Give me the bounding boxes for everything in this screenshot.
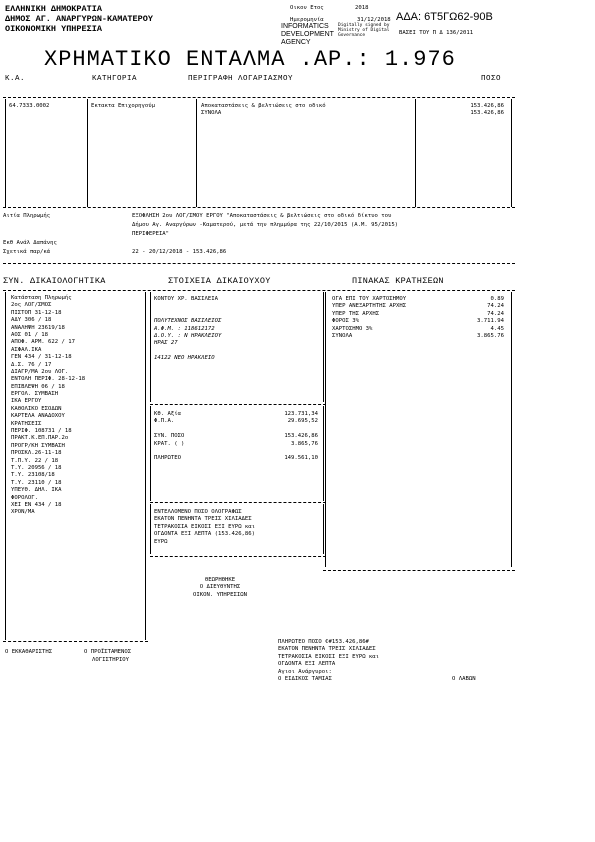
treasurer-signature: Ο ΕΙΔΙΚΟΣ ΤΑΜΙΑΣ [278, 675, 332, 682]
entries-vline-3 [196, 99, 197, 207]
doc-item: Τ.Υ. 23108/18 [11, 472, 55, 479]
entry-total-amount: 153.426,86 [470, 110, 504, 117]
doc-item: ΑΔΥ 306 / 18 [11, 317, 52, 324]
deduction-value: 0.89 [490, 296, 504, 302]
org-line-1: ΕΛΛΗΝΙΚΗ ΔΗΜΟΚΡΑΤΙΑ [5, 4, 102, 14]
doc-item: Τ.Υ. 20956 / 18 [11, 464, 62, 471]
doc-item: ΕΝΤΟΛΗ ΠΕΡΙΦ. 28-12-18 [11, 376, 86, 383]
beneficiary-amount-values [240, 411, 318, 463]
document-title: ΧΡΗΜΑΤΙΚΟ ΕΝΤΑΛΜΑ .ΑΡ.: 1.976 [44, 47, 456, 72]
amount-label: ΚΡΑΤ. ( ) [154, 440, 185, 447]
entries-vline-5 [511, 99, 512, 207]
doc-item: ΧΕΙ ΕΝ 434 / 18 [11, 501, 62, 508]
related-text: 22 - 20/12/2018 - 153.426,86 [132, 249, 227, 255]
place-label: Αγιοι Ανάργυροι: [278, 668, 332, 675]
paid-amount-block [278, 639, 379, 683]
amount-label: Κθ. Αξία [154, 411, 181, 417]
deduction-label: ΣΥΝΟΛΑ [332, 332, 353, 339]
deductions-labels [332, 296, 406, 340]
entry-ka: 64.7333.0002 [9, 103, 50, 109]
date-label: Ημερομηνία [290, 17, 324, 23]
doc-item: ΠΡΟΣΚΛ.26-11-18 [11, 450, 62, 457]
beneficiary-afm: Α.Φ.Μ. : 118612172 [154, 325, 215, 332]
amount-value: 3.865,76 [291, 440, 318, 447]
doc-item: Τ.Π.Υ. 22 / 18 [11, 457, 59, 464]
doc-item: ΚΡΑΤΗΣΕΙΣ [11, 420, 42, 427]
beneficiary-rule-2 [150, 502, 326, 503]
date-value: 31/12/2018 [357, 17, 391, 23]
words-line: ΕΥΡΩ [154, 538, 168, 545]
doc-item: ΑΝΑΛΗΨΗ 23619/18 [11, 324, 65, 331]
entry-total-label: ΣΥΝΟΛΑ [201, 110, 222, 117]
beneficiary-city: 14122 ΝΕΟ ΗΡΑΚΛΕΙΟ [154, 355, 215, 362]
sections-top-rule [3, 290, 515, 291]
org-line-2: ΔΗΜΟΣ ΑΓ. ΑΝΑΡΓΥΡΩΝ-ΚΑΜΑΤΕΡΟΥ [5, 14, 153, 24]
stamp-line-2: DEVELOPMENT [281, 31, 334, 39]
entries-ka-col [9, 103, 49, 110]
doc-item: ΥΠΕΥΘ. ΔΗΛ. ΙΚΑ [11, 487, 62, 494]
entries-bottom-rule [3, 207, 515, 208]
cause-label: Αιτία Πληρωμής [3, 213, 51, 219]
doc-item: ΚΑΘΟΛΙΚΟ ΕΣΟΔΩΝ [11, 405, 62, 412]
doc-item: ΑΣΦΑΛ.ΙΚΑ [11, 346, 42, 353]
payable-amount-words [154, 509, 255, 546]
doc-item: ΚΑΡΤΕΛΑ ΑΝΑΔΟΧΟΥ [11, 413, 65, 420]
doc-item: Τ.Υ. 23110 / 18 [11, 479, 62, 486]
words-line: ΟΓΔΟΝΤΑ ΕΞΙ ΛΕΠΤΑ (153.426,86) [154, 531, 256, 538]
approval-block [150, 577, 290, 599]
doc-item: ΠΙΣΤΟΠ 31-12-18 [11, 309, 62, 316]
deduction-label: ΥΠΕΡ ΤΗΣ ΑΡΧΗΣ [332, 310, 380, 317]
amount-label: ΠΛΗΡΩΤΕΟ [154, 455, 181, 462]
entry-amount: 153.426,86 [470, 103, 504, 109]
beneficiary-rule-1 [150, 404, 326, 405]
doc-item: ΓΕΝ 434 / 31-12-18 [11, 354, 72, 361]
approval-label: Εκθ Ανάλ Δαπάνης [3, 240, 57, 246]
beneficiary-amount-labels [154, 411, 184, 463]
entries-top-rule [3, 97, 515, 98]
doc-item: ΦΟΡΟΛΟΓ. [11, 494, 38, 501]
entries-vline-2 [87, 99, 88, 207]
doc-item: ΑΟΣ 01 / 18 [11, 331, 49, 338]
entries-vline-4 [415, 99, 416, 207]
doc-item: ΕΡΓΟΛ. ΣΥΜΒΑΣΗ [11, 391, 59, 398]
legal-basis: ΒΑΣΕΙ ΤΟΥ Π Δ 136/2011 [399, 30, 474, 36]
amount-value: 123.731,34 [284, 411, 318, 417]
accounting-head-signature-2: ΛΟΓΙΣΤΗΡΙΟΥ [92, 657, 130, 663]
stamp-line-3: AGENCY [281, 39, 311, 47]
amount-value [240, 426, 318, 433]
words-line: ΤΕΤΡΑΚΟΣΙΑ ΕΙΚΟΣΙ ΕΞΙ ΕΥΡΩ και [154, 523, 256, 530]
deduction-value: 74.24 [487, 303, 504, 310]
entries-category-col [91, 103, 155, 110]
fiscal-year: 2018 [355, 5, 369, 11]
deductions-bottom-rule [323, 570, 515, 571]
deductions-left-border [325, 292, 326, 567]
amount-label [154, 426, 184, 433]
beneficiary-name: ΚΟΝΤΟΥ ΧΡ. ΒΑΣΙΛΕΙΑ [154, 296, 218, 302]
words-line: ΕΝΤΕΛΛΟΜΕΝΟ ΠΟΣΟ ΟΛΟΓΡΑΦΩΣ [154, 509, 242, 515]
deduction-value: 74.24 [487, 310, 504, 317]
beneficiary-left-border [150, 292, 151, 402]
cause-text-3: ΠΕΡΙΦΕΡΕΙΑ" [132, 231, 170, 237]
doc-item: ΠΡΑΚΤ.Κ.ΕΠ.ΠΑΡ.2ο [11, 435, 69, 442]
beneficiary-rule-3 [150, 556, 326, 557]
deduction-label: ΧΑΡΤΟΣΗΜΟ 3% [332, 325, 373, 332]
doc-item: ΧΡΟΝ/ΜΑ [11, 509, 35, 516]
deductions-right-border [511, 292, 512, 567]
doc-item: ΠΡΟΓΡ/ΚΗ ΣΥΜΒΑΣΗ [11, 442, 65, 449]
supporting-docs-list [11, 295, 85, 517]
cause-bottom-rule [3, 263, 515, 264]
deduction-label: ΦΟΡΟΣ 3% [332, 318, 359, 325]
beneficiary-street: ΗΡΑΣ 27 [154, 340, 178, 347]
doc-item: ΕΠΙΒΛΕΨΗ 06 / 18 [11, 383, 65, 390]
related-label: Σχετικά παρ/κά [3, 249, 51, 255]
deductions-values [440, 296, 504, 340]
section-supporting-docs: ΣΥΝ. ΔΙΚΑΙΟΛΟΓΗΤΙΚΑ [3, 276, 106, 286]
amount-value: 149.561,10 [284, 455, 318, 462]
doc-item: Δ.Σ. 76 / 17 [11, 361, 52, 368]
amount-label [154, 448, 184, 455]
approval-line: Ο ΔΙΕΥΘΥΝΤΗΣ [199, 584, 241, 591]
col-header-amount: ΠΟΣΟ [481, 75, 502, 83]
amount-value: 29.695,52 [287, 418, 318, 425]
entry-description: Αποκαταστάσεις & βελτιώσεις στο οδικό [201, 103, 326, 109]
cause-text-2: Δήμου Αγ. Αναργύρων -Καματερού, μετά την πλημμύρα της 22/10/2015 (Α.Μ. 95/2015) [132, 222, 399, 228]
col-header-category: ΚΑΤΗΓΟΡΙΑ [92, 75, 138, 83]
deduction-value: 4.45 [490, 325, 504, 332]
entries-amount-col [420, 103, 504, 118]
amounts-right-border [323, 406, 324, 501]
paid-line: ΕΚΑΤΟΝ ΠΕΝΗΝΤΑ ΤΡΕΙΣ ΧΙΛΙΑΔΕΣ [278, 646, 376, 653]
approval-line: ΟΙΚΟΝ. ΥΠΗΡΕΣΙΩΝ [193, 591, 247, 598]
entries-description-col [201, 103, 326, 118]
docs-left-border [5, 292, 6, 640]
stamp-small-text: Digitally signed by Ministry of Digital Governance [338, 23, 390, 38]
beneficiary-details [154, 296, 221, 363]
deduction-label: ΟΓΑ ΕΠΙ ΤΟΥ ΧΑΡΤΟΣΗΜΟΥ [332, 296, 407, 302]
entry-category: Εκτακτα Επιχορηγούμ [91, 103, 155, 109]
approval-line: ΘΕΩΡΗΘΗΚΕ [204, 577, 236, 583]
section-beneficiary: ΣΤΟΙΧΕΙΑ ΔΙΚΑΙΟΥΧΟΥ [168, 276, 271, 286]
entries-vline-1 [5, 99, 6, 207]
doc-item: ΔΙΑΓΡ/ΜΑ 2ου ΛΟΓ. [11, 368, 69, 375]
cause-text-1: ΕΞΟΦΛΗΣΗ 2ου ΛΟΓ/ΣΜΟΥ ΕΡΓΟΥ "Αποκαταστάσεις & βελτιώσεις στο οδικό δίκτυο του [132, 213, 392, 219]
doc-item: 2ος ΛΟΓ/ΣΜΟΣ [11, 302, 52, 309]
amounts-left-border [150, 406, 151, 501]
doc-item: ΑΠΟΦ. ΑΡΜ. 622 / 17 [11, 339, 75, 346]
col-header-ka: Κ.Α. [5, 75, 26, 83]
liquidator-signature: Ο ΕΚΚΑΘΑΡΙΣΤΗΣ [5, 649, 53, 655]
amount-value [240, 448, 318, 455]
paid-line: ΟΓΔΟΝΤΑ ΕΞΙ ΛΕΠΤΑ [278, 661, 336, 668]
accounting-head-signature-1: Ο ΠΡΟΪΣΤΑΜΕΝΟΣ [84, 649, 132, 655]
beneficiary-right-border [323, 292, 324, 402]
docs-right-border [145, 292, 146, 640]
deduction-value: 3.865.76 [477, 332, 504, 339]
deduction-label: ΥΠΕΡ ΑΝΕΞΑΡΤΗΤΗΣ ΑΡΧΗΣ [332, 303, 407, 310]
fiscal-year-label: Οικον Ετος [290, 5, 324, 11]
doc-item: Κατάσταση Πληρωμής [11, 295, 72, 301]
doc-item: ΠΕΡΙΦ. 108731 / 18 [11, 428, 72, 435]
ada-code: ΑΔΑ: 6Τ5ΓΩ62-90Β [396, 11, 493, 23]
docs-bottom-rule [3, 641, 148, 642]
words-left-border [150, 504, 151, 554]
receiver-signature: Ο ΛΑΒΩΝ [452, 676, 476, 682]
digital-signature-stamp [281, 23, 334, 47]
paid-line: ΤΕΤΡΑΚΟΣΙΑ ΕΙΚΟΣΙ ΕΞΙ ΕΥΡΩ και [278, 653, 380, 660]
paid-line: ΠΛΗΡΩΤΕΟ ΠΟΣΟ €#153.426,86# [278, 639, 369, 645]
doc-item: ΙΚΑ ΕΡΓΟΥ [11, 398, 42, 405]
beneficiary-doy: Δ.Ο.Υ. : Ν ΗΡΑΚΛΕΙΟΥ [154, 332, 222, 339]
col-header-description: ΠΕΡΙΓΡΑΦΗ ΛΟΓΑΡΙΑΣΜΟΥ [188, 75, 294, 83]
beneficiary-company: ΠΟΛΥΤΕΧΝΟΣ ΒΑΣΙΛΕΙΟΣ [154, 318, 222, 325]
stamp-line-1: INFORMATICS [281, 23, 329, 30]
amount-label: Φ.Π.Α. [154, 418, 175, 425]
deduction-value: 3.711.94 [477, 318, 504, 325]
amount-label: ΣΥΝ. ΠΟΣΟ [154, 433, 185, 440]
org-line-3: ΟΙΚΟΝΟΜΙΚΗ ΥΠΗΡΕΣΙΑ [5, 24, 102, 34]
amount-value: 153.426,86 [284, 433, 318, 440]
section-deductions: ΠΙΝΑΚΑΣ ΚΡΑΤΗΣΕΩΝ [352, 276, 444, 286]
words-line: ΕΚΑΤΟΝ ΠΕΝΗΝΤΑ ΤΡΕΙΣ ΧΙΛΙΑΔΕΣ [154, 516, 252, 523]
words-right-border [323, 504, 324, 554]
